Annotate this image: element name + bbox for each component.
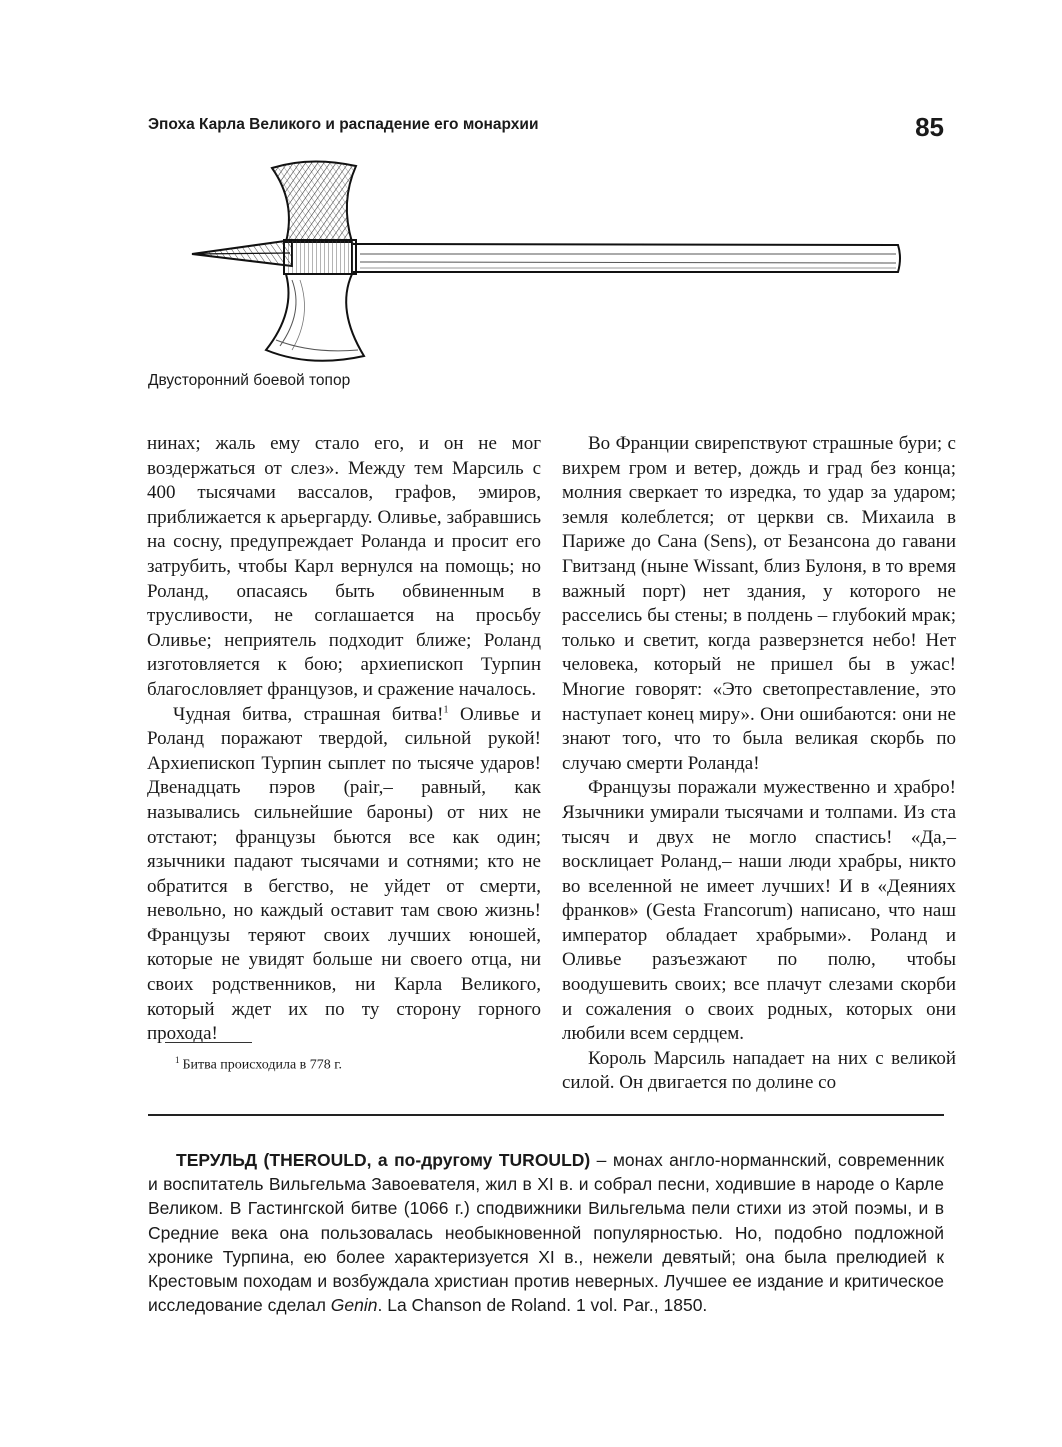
note-term: ТЕРУЛЬД (THEROULD, а по-другому TUROULD): [176, 1150, 591, 1170]
footnote-reference[interactable]: 1: [443, 704, 449, 716]
footnote-text: Битва происходила в 778 г.: [182, 1057, 342, 1073]
paragraph: нинах; жаль ему стало его, и он не мог воздержаться от слез». Между тем Марсиль с 400 тысячами вассалов, графов, эмиров, приближается к арьергарду. Оливье, забравшись на сосну, предупреждает Роланда и просит его затрубить, чтобы Карл вернулся на помощь; но Роланд, опасаясь быть обвиненным в трусливости, не соглашается на просьбу Оливье; неприятель подходит ближе; Роланд изготовляется к бою; архиепископ Турпин благословляет французов, и сражение началось.: [147, 433, 541, 700]
section-divider: [148, 1114, 944, 1116]
paragraph: Во Франции свирепствуют страшные бури; с вихрем гром и ветер, дождь и град без конца; молния сверкает то изредка, то удар за ударом; земля колеблется; от церкви св. Михаила в Париже до Сана (Sens), от Безансона до гавани Гвитзанд (ныне Wissant, близ Булоня, в то время важный порт) нет здания, у которого не расселись бы стены; в полдень – глубокий мрак; только и светит, когда разверзнется небо! Нет человека, который не пришел бы в ужас! Многие говорят: «Это светопреставление, это наступает конец миру». Они ошибаются: они не знают того, что то была великая скорбь по случаю смерти Роланда!: [562, 433, 956, 774]
paragraph-text: Оливье и Роланд поражают твердой, сильной рукой! Архиепископ Турпин сыплет по тысяче ударов! Двенадцать пэров (pair,– равный, как назывались сильнейшие бароны) от них не отстают; французы бьются все как один; язычники падают тысячами и сотнями; кто не обратится в бегство, не уйдет от смерти, невольно, но каждый оставит там свою жизнь! Французы теряют своих лучших юношей, которые не увидят больше ни своего отца, ни своих родственников, ни Карла Великого, который ждет их по ту сторону горного прохода!: [147, 703, 541, 1045]
footnote: [175, 1055, 342, 1074]
paragraph-text: Чудная битва, страшная битва!: [173, 703, 444, 725]
biographical-note: [148, 1148, 944, 1317]
footnote-marker: 1: [175, 1055, 180, 1065]
page-number: 85: [915, 112, 944, 142]
note-author: Genin: [330, 1295, 378, 1316]
left-column: [147, 432, 541, 1047]
double-bladed-battle-axe-icon: [180, 150, 910, 372]
note-text: – монах англо-норманнский, современник и воспитатель Вильгельма Завоевателя, жил в XI в. и собрал песни, ходившие в народе о Карле Великом. В Гастингской битве (1066 г.) сподвижники Вильгельма пели стихи из этой поэмы, и в Средние века она пользовалась необыкновенной популярностью. Но, подобно подложной хронике Турпина, ею более характеризуется XI в., нежели девятый; она была прелюдией к Крестовым походам и возбуждала христиан против неверных. Лучшее ее издание и критическое исследование сделал: [148, 1150, 944, 1316]
paragraph: [147, 703, 541, 1047]
figure-caption: Двусторонний боевой топор: [148, 372, 351, 389]
paragraph: Французы поражали мужественно и храбро! Язычники умирали тысячами и толпами. Из ста тысяч и двух не могло спастись! «Да,– восклицает Роланд,– наши люди храбры, никто во вселенной не имеет лучших! И в «Деяниях франков» (Gesta Francorum) написано, что наш император обладает храбрыми». Роланд и Оливье разъезжают по полю, чтобы воодушевить своих; все плачут слезами скорби и сожаления о своих родных, которых они любили всем сердцем.: [562, 777, 956, 1045]
running-title: Эпоха Карла Великого и распадение его монархии: [148, 116, 539, 133]
footnote-divider: [165, 1042, 252, 1043]
note-text: . La Chanson de Roland. 1 vol. Par., 1850.: [377, 1295, 708, 1316]
paragraph: Король Марсиль нападает на них с великой силой. Он двигается по долине со: [562, 1047, 956, 1094]
right-column: [562, 432, 956, 1096]
